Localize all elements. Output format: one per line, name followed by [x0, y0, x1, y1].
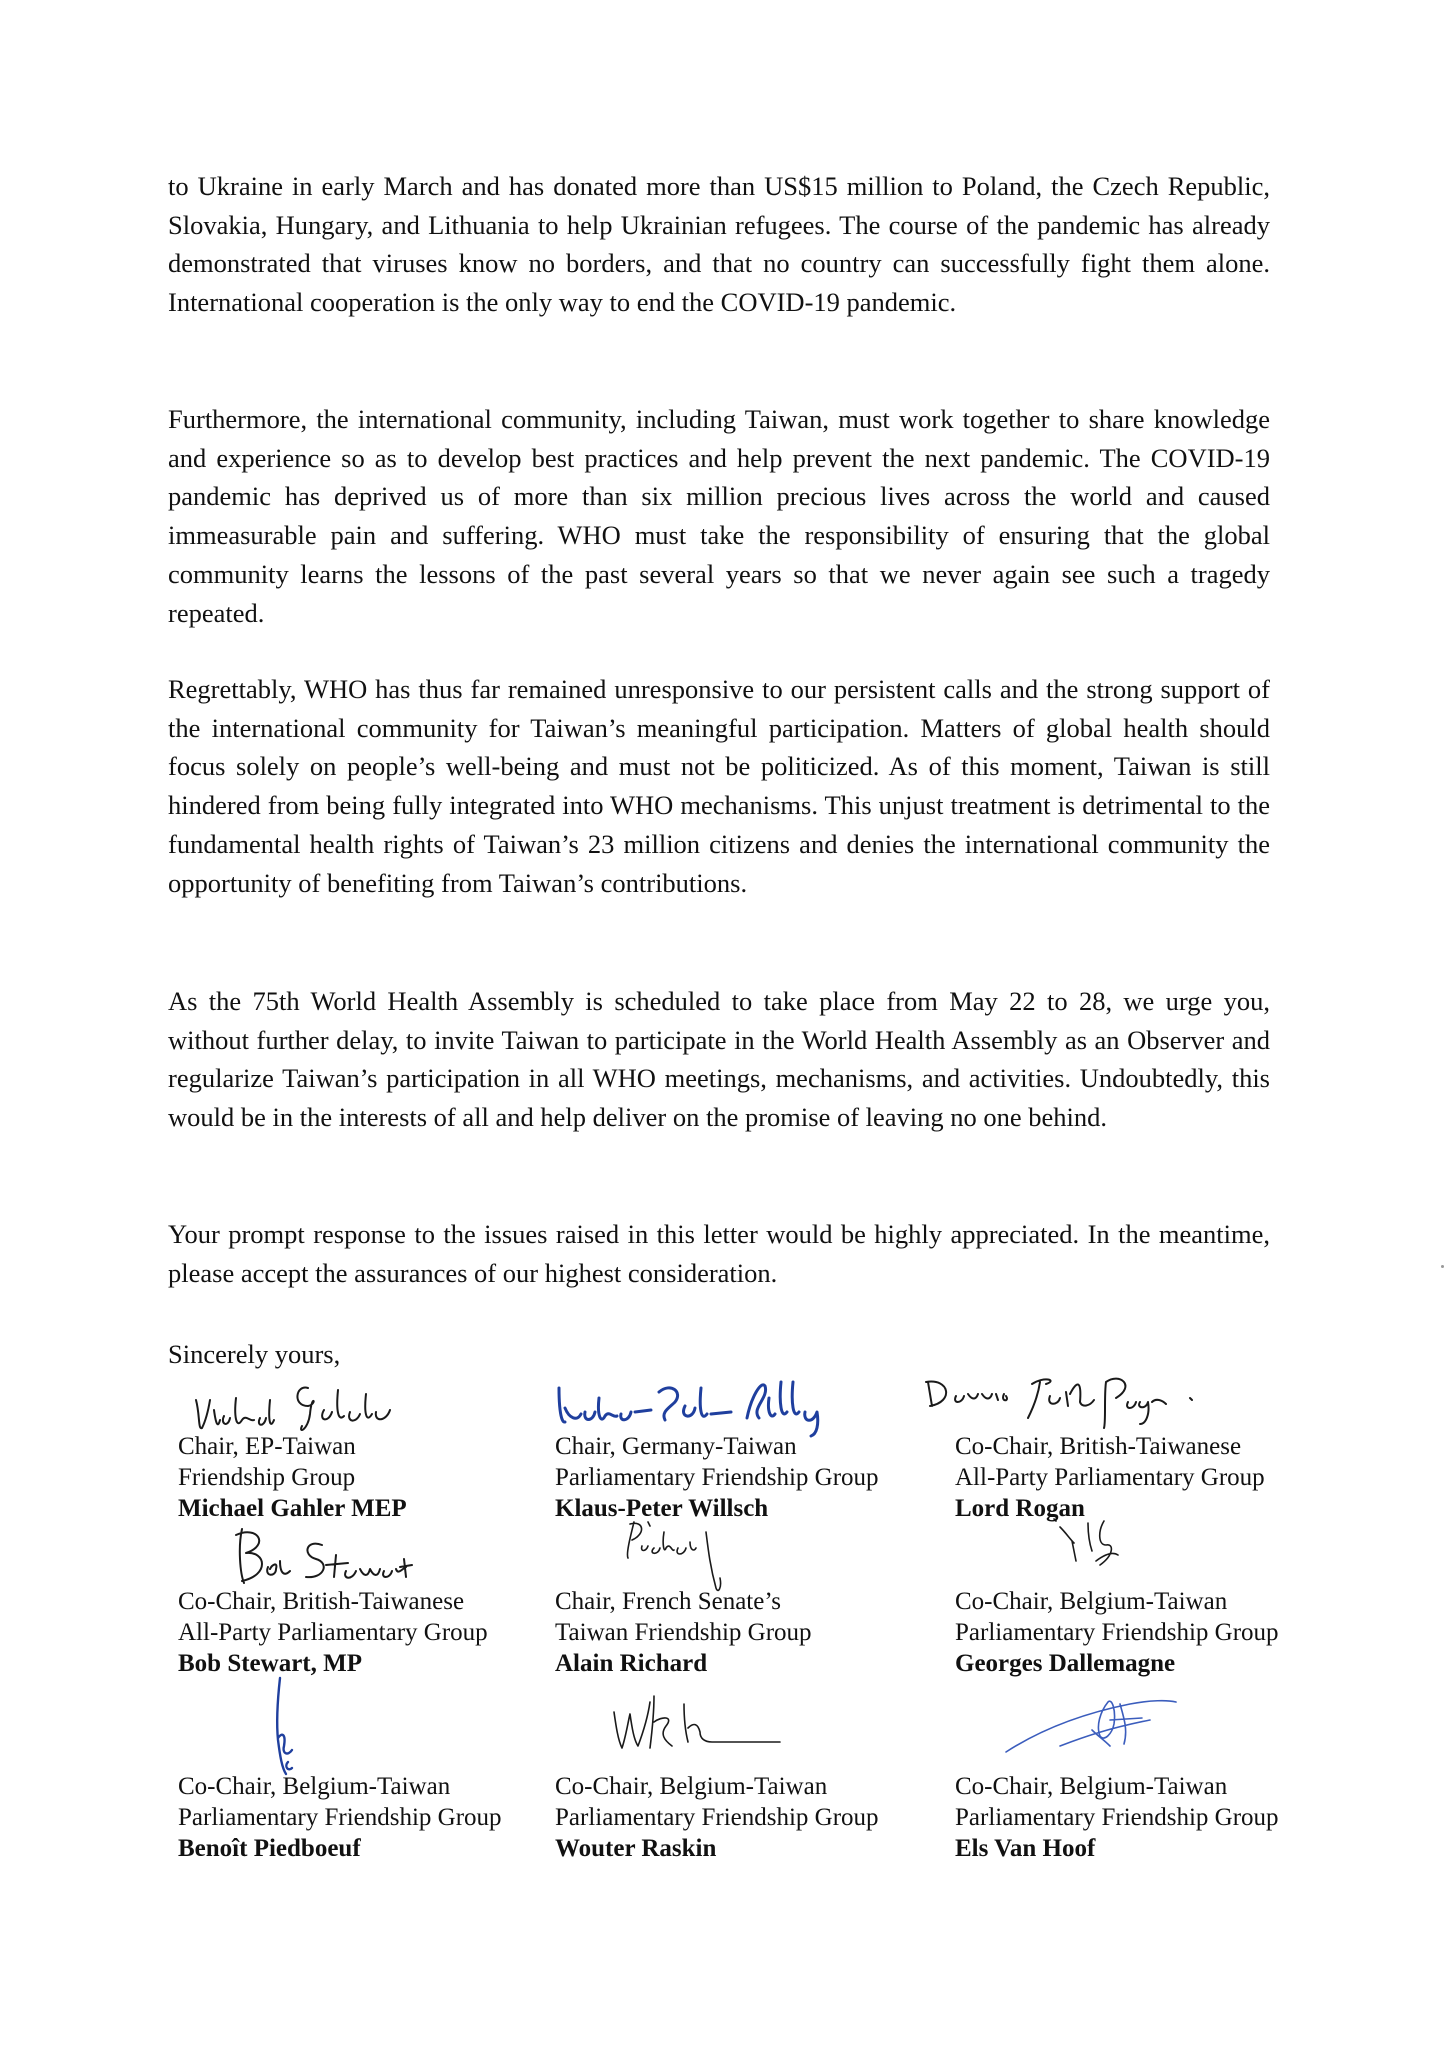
signatory-group: Parliamentary Friendship Group [955, 1619, 1279, 1646]
signature-van-hoof [1000, 1690, 1180, 1760]
signature-piedboeuf [262, 1676, 322, 1781]
signature-raskin [608, 1692, 808, 1762]
signatory-name: Klaus-Peter Willsch [555, 1495, 769, 1522]
signatory-name: Lord Rogan [955, 1495, 1085, 1522]
signatory-group: Taiwan Friendship Group [555, 1619, 812, 1646]
signatory-6 [955, 1586, 1375, 1679]
signature-willsch [555, 1368, 855, 1438]
signatory-title: Co-Chair, British-Taiwanese [955, 1433, 1242, 1460]
signatory-group: Parliamentary Friendship Group [555, 1464, 879, 1491]
paragraph-2: Furthermore, the international community, including Taiwan, must work together to share knowledge and experience so as to develop best practices and help prevent the next pandemic. The COVID-19 pandemic has deprived us of more than six million precious lives across the world and caused immeasurable pain and suffering. WHO must take the responsibility of ensuring that the global community learns the lessons of the past several years so that we never again see such a tragedy repeated. [168, 404, 1270, 628]
signatory-group: All-Party Parliamentary Group [955, 1464, 1265, 1491]
signatory-1 [178, 1431, 598, 1524]
signatory-9 [955, 1771, 1375, 1864]
signatory-4 [178, 1586, 598, 1679]
paragraph-3: Regrettably, WHO has thus far remained unresponsive to our persistent calls and the strong support of the international community for Taiwan’s meaningful participation. Matters of global health should focus solely on people’s well-being and must not be politicized. As of this moment, Taiwan is still hindered from being fully integrated into WHO mechanisms. This unjust treatment is detrimental to the fundamental health rights of Taiwan’s 23 million citizens and denies the international community the opportunity of benefiting from Taiwan’s contributions. [168, 674, 1270, 898]
signatory-name: Wouter Raskin [555, 1835, 717, 1862]
signatory-group: Parliamentary Friendship Group [555, 1804, 879, 1831]
signatory-title: Chair, French Senate’s [555, 1588, 782, 1615]
signatory-title: Co-Chair, Belgium-Taiwan [955, 1773, 1228, 1800]
signatory-5 [555, 1586, 975, 1679]
signatory-2 [555, 1431, 975, 1524]
signature-dallemagne [1040, 1515, 1160, 1595]
signatory-name: Alain Richard [555, 1650, 708, 1677]
signatory-group: Friendship Group [178, 1464, 356, 1491]
signatory-name: Els Van Hoof [955, 1835, 1096, 1862]
paragraph-5: Your prompt response to the issues raised in this letter would be highly appreciated. In the meantime, please accept the assurances of our highest consideration. [168, 1219, 1270, 1288]
signature-stewart [218, 1525, 418, 1595]
signatory-name: Michael Gahler MEP [178, 1495, 407, 1522]
signatory-group: Parliamentary Friendship Group [178, 1804, 502, 1831]
signature-gahler [190, 1370, 430, 1440]
signatory-title: Co-Chair, Belgium-Taiwan [178, 1773, 451, 1800]
signatory-title: Chair, Germany-Taiwan [555, 1433, 797, 1460]
signatory-title: Co-Chair, British-Taiwanese [178, 1588, 465, 1615]
scan-speck [1441, 1265, 1444, 1268]
paragraph-4: As the 75th World Health Assembly is scheduled to take place from May 22 to 28, we urge you, without further delay, to invite Taiwan to participate in the World Health Assembly as an Observer and regularize Taiwan’s participation in all WHO meetings, mechanisms, and activities. Undoubtedly, this would be in the interests of all and help deliver on the promise of leaving no one behind. [168, 986, 1270, 1133]
signatory-name: Benoît Piedboeuf [178, 1835, 361, 1862]
signatory-group: All-Party Parliamentary Group [178, 1619, 488, 1646]
closing-salutation: Sincerely yours, [168, 1339, 341, 1369]
signatory-group: Parliamentary Friendship Group [955, 1804, 1279, 1831]
signatory-title: Co-Chair, Belgium-Taiwan [955, 1588, 1228, 1615]
paragraph-1: to Ukraine in early March and has donated more than US$15 million to Poland, the Czech Republic, Slovakia, Hungary, and Lithuania to help Ukrainian refugees. The course of the pandemic has already demonstrated that viruses know no borders, and that no country can successfully fight them alone. International cooperation is the only way to end the COVID-19 pandemic. [168, 171, 1270, 318]
signatory-name: Georges Dallemagne [955, 1650, 1176, 1677]
signatory-title: Chair, EP-Taiwan [178, 1433, 356, 1460]
signatory-name: Bob Stewart, MP [178, 1650, 362, 1677]
signatory-8 [555, 1771, 975, 1864]
signatory-3 [955, 1431, 1375, 1524]
signatory-7 [178, 1771, 598, 1864]
signatory-title: Co-Chair, Belgium-Taiwan [555, 1773, 828, 1800]
signature-rogan [920, 1372, 1220, 1432]
